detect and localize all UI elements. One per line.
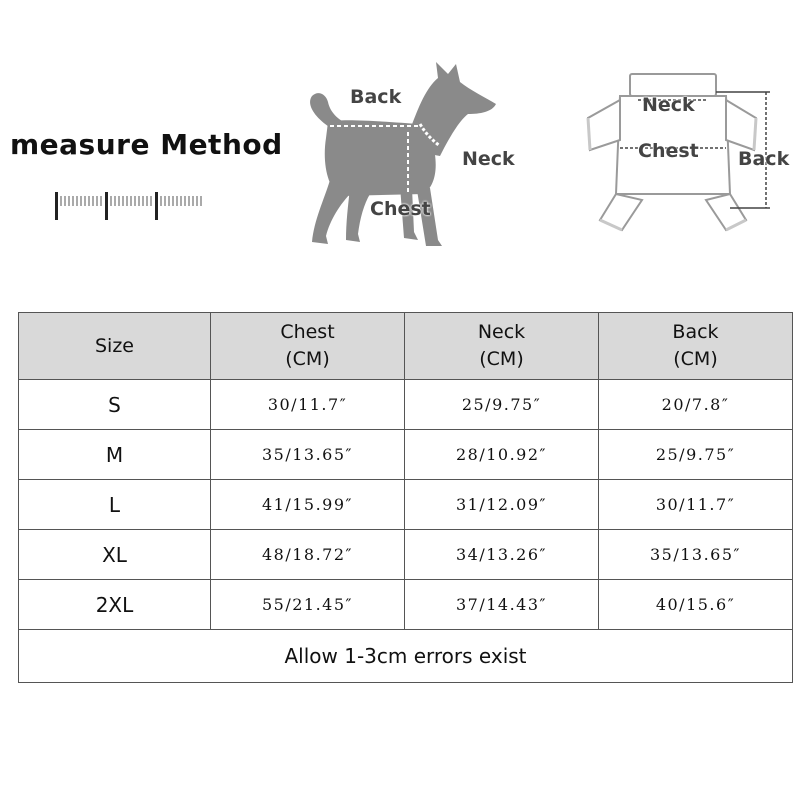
- neck-cell: 34/13.26″: [405, 530, 599, 580]
- neck-cell: 37/14.43″: [405, 580, 599, 630]
- garment-chest-label: Chest: [638, 140, 699, 162]
- chest-cell: 35/13.65″: [211, 430, 405, 480]
- size-cell: M: [19, 430, 211, 480]
- table-row: [19, 480, 793, 530]
- garment-figure: [580, 70, 790, 260]
- header-chest-name: Chest: [280, 321, 335, 343]
- table-row: [19, 530, 793, 580]
- size-chart-table: [18, 312, 793, 683]
- size-cell: XL: [19, 530, 211, 580]
- neck-cell: 31/12.09″: [405, 480, 599, 530]
- garment-neck-label: Neck: [642, 94, 695, 116]
- back-cell: 30/11.7″: [599, 480, 793, 530]
- dog-chest-label: Chest: [370, 198, 431, 220]
- header-neck-unit: (CM): [479, 348, 524, 370]
- header-back-unit: (CM): [673, 348, 718, 370]
- dog-back-label: Back: [350, 86, 402, 108]
- measure-method-title: measure Method: [10, 128, 283, 161]
- back-cell: 35/13.65″: [599, 530, 793, 580]
- neck-cell: 25/9.75″: [405, 380, 599, 430]
- measure-method-section: [0, 0, 800, 290]
- size-cell: S: [19, 380, 211, 430]
- header-chest: [211, 313, 405, 380]
- table-row: [19, 380, 793, 430]
- size-cell: 2XL: [19, 580, 211, 630]
- header-back-name: Back: [672, 321, 719, 343]
- dog-neck-label: Neck: [462, 148, 515, 170]
- table-row: [19, 580, 793, 630]
- error-allowance-note: Allow 1-3cm errors exist: [19, 630, 793, 683]
- chest-cell: 55/21.45″: [211, 580, 405, 630]
- garment-back-label: Back: [738, 148, 790, 170]
- table-row: [19, 430, 793, 480]
- header-back: [599, 313, 793, 380]
- header-neck-name: Neck: [477, 321, 526, 343]
- chest-cell: 30/11.7″: [211, 380, 405, 430]
- ruler-icon: [55, 188, 205, 224]
- chest-cell: 41/15.99″: [211, 480, 405, 530]
- table-header-row: [19, 313, 793, 380]
- size-cell: L: [19, 480, 211, 530]
- table-note-row: [19, 630, 793, 683]
- header-size: Size: [19, 313, 211, 380]
- dog-figure: [300, 60, 540, 260]
- back-cell: 25/9.75″: [599, 430, 793, 480]
- header-neck: [405, 313, 599, 380]
- header-chest-unit: (CM): [285, 348, 330, 370]
- chest-cell: 48/18.72″: [211, 530, 405, 580]
- back-cell: 40/15.6″: [599, 580, 793, 630]
- neck-cell: 28/10.92″: [405, 430, 599, 480]
- back-cell: 20/7.8″: [599, 380, 793, 430]
